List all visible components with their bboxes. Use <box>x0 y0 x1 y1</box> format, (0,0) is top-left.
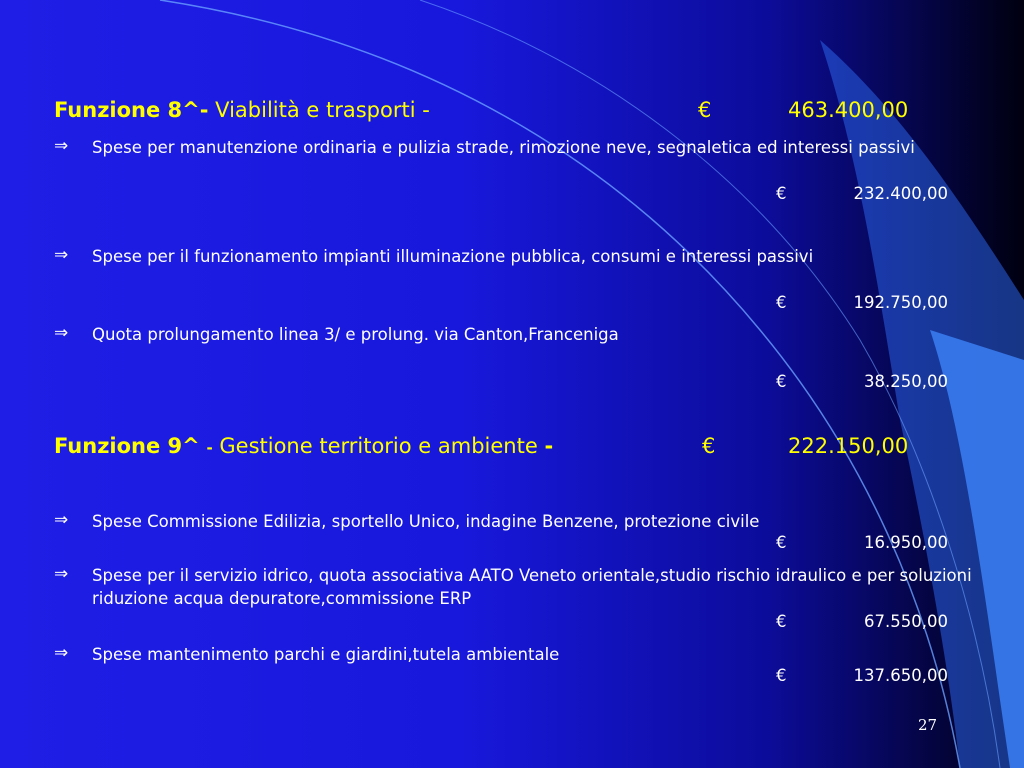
f9-item-1-amount: 16.950,00 <box>864 533 948 552</box>
f8-item-1-amount: 232.400,00 <box>853 184 948 203</box>
double-right-arrow-icon: ⇒ <box>54 245 69 265</box>
f8-label: Funzione 8^- <box>54 98 209 122</box>
double-right-arrow-icon: ⇒ <box>54 510 69 530</box>
f8-item-3-currency: € <box>776 372 787 391</box>
double-right-arrow-icon: ⇒ <box>54 564 69 584</box>
f9-currency: € <box>702 434 716 458</box>
f8-item-2-text: Spese per il funzionamento impianti illuminazione pubblica, consumi e interessi passivi <box>92 247 814 266</box>
f8-subject: Viabilità e trasporti - <box>215 98 430 122</box>
double-right-arrow-icon: ⇒ <box>54 643 69 663</box>
double-right-arrow-icon: ⇒ <box>54 323 69 343</box>
f8-currency: € <box>698 98 712 122</box>
f8-item-1-currency: € <box>776 184 787 203</box>
f8-item-3-amount: 38.250,00 <box>864 372 948 391</box>
f9-item-3-currency: € <box>776 666 787 685</box>
f8-item-3-text: Quota prolungamento linea 3/ e prolung. via Canton,Franceniga <box>92 325 619 344</box>
f8-heading <box>54 98 430 122</box>
f8-total: 463.400,00 <box>788 98 909 122</box>
f8-item-1-text: Spese per manutenzione ordinaria e pulizia strade, rimozione neve, segnaletica ed interessi passivi <box>92 138 915 157</box>
f9-item-2-currency: € <box>776 612 787 631</box>
f9-total: 222.150,00 <box>788 434 909 458</box>
f9-item-3-amount: 137.650,00 <box>853 666 948 685</box>
page-number: 27 <box>918 716 938 734</box>
f9-item-2-text: Spese per il servizio idrico, quota associativa AATO Veneto orientale,studio rischio idraulico e per soluzioni riduzione acqua depuratore,commissione ERP <box>92 566 972 608</box>
double-right-arrow-icon: ⇒ <box>54 136 69 156</box>
f9-item-1-text: Spese Commissione Edilizia, sportello Unico, indagine Benzene, protezione civile <box>92 512 760 531</box>
f9-dash-1: - <box>206 439 213 457</box>
f9-item-3-text: Spese mantenimento parchi e giardini,tutela ambientale <box>92 645 560 664</box>
f9-item-2-amount: 67.550,00 <box>864 612 948 631</box>
f9-item-1-currency: € <box>776 533 787 552</box>
f9-label: Funzione 9^ <box>54 434 200 458</box>
f8-item-2-amount: 192.750,00 <box>853 293 948 312</box>
f9-dash-2: - <box>544 434 554 458</box>
f8-item-2-currency: € <box>776 293 787 312</box>
f9-heading <box>54 434 553 458</box>
f9-subject: Gestione territorio e ambiente <box>219 434 538 458</box>
